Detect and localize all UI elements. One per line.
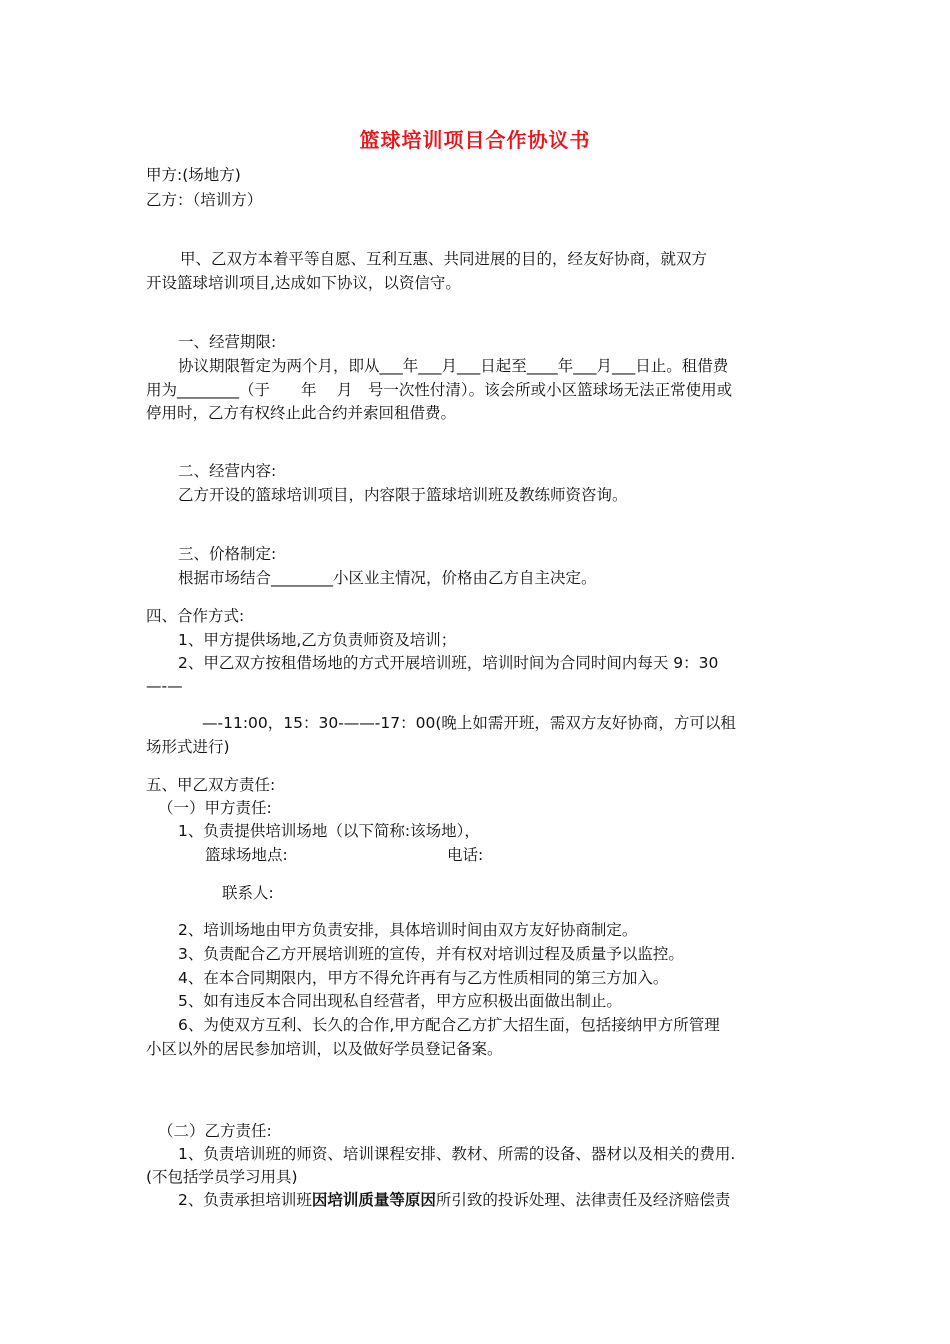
section-3-line-1: 根据市场结合________小区业主情况，价格由乙方自主决定。	[178, 569, 597, 587]
intro-line-2: 开设篮球培训项目,达成如下协议，以资信守。	[146, 274, 461, 292]
party-a-duty-5: 5、如有违反本合同出现私自经营者，甲方应积极出面做出制止。	[178, 992, 622, 1010]
section-3-heading: 三、价格制定:	[178, 545, 277, 563]
party-a-duties-heading: （一）甲方责任:	[158, 799, 272, 817]
section-4-item-2: 2、甲乙双方按租借场地的方式开展培训班，培训时间为合同时间内每天 9：30	[178, 654, 719, 672]
party-b-duty-1-cont: (不包括学员学习用具)	[146, 1168, 298, 1186]
court-location-label: 篮球场地点:	[205, 846, 288, 864]
section-2-line-1: 乙方开设的篮球培训项目，内容限于篮球培训班及教练师资咨询。	[178, 486, 628, 504]
section-1-line-3: 停用时，乙方有权终止此合约并索回租借费。	[146, 404, 457, 422]
section-5-heading: 五、甲乙双方责任:	[146, 776, 276, 794]
section-4-item-2-end: 场形式进行)	[146, 738, 230, 756]
party-a-duty-4: 4、在本合同期限内，甲方不得允许再有与乙方性质相同的第三方加入。	[178, 969, 669, 987]
section-4-item-2-cont: —-11:00，15：30-——-17：00(晚上如需开班，需双方友好协商，方可以租	[202, 714, 736, 732]
party-b-duties-heading: （二）乙方责任:	[158, 1122, 272, 1140]
document-title: 篮球培训项目合作协议书	[359, 128, 591, 152]
party-b-duty-2	[178, 1189, 730, 1211]
party-a-duty-1: 1、负责提供培训场地（以下简称:该场地），	[178, 822, 480, 840]
intro-line-1: 甲、乙双方本着平等自愿、互利互惠、共同进展的目的，经友好协商，就双方	[180, 250, 708, 268]
phone-label: 电话:	[447, 846, 484, 864]
party-a-line: 甲方:(场地方)	[146, 166, 241, 184]
contact-label: 联系人:	[222, 884, 274, 902]
party-b-line: 乙方：（培训方）	[146, 191, 263, 209]
party-b-duty-2-emphasis: 因培训质量等原因	[311, 1191, 436, 1209]
party-a-duty-6-cont: 小区以外的居民参加培训，以及做好学员登记备案。	[146, 1040, 503, 1058]
party-b-duty-2-start: 2、负责承担培训班	[178, 1191, 312, 1209]
section-1-line-2: 用为________（于 年 月 号一次性付清）。该会所或小区篮球场无法正常使用或	[146, 381, 733, 399]
party-b-duty-1: 1、负责培训班的师资、培训课程安排、教材、所需的设备、器材以及相关的费用.	[178, 1145, 736, 1163]
party-a-duty-3: 3、负责配合乙方开展培训班的宣传，并有权对培训过程及质量予以监控。	[178, 945, 684, 963]
party-a-duty-6: 6、为使双方互利、长久的合作,甲方配合乙方扩大招生面，包括接纳甲方所管理	[178, 1016, 720, 1034]
section-1-heading: 一、经营期限:	[178, 333, 277, 351]
section-4-item-1: 1、甲方提供场地,乙方负责师资及培训；	[178, 631, 457, 649]
section-4-heading: 四、合作方式:	[146, 607, 245, 625]
party-b-duty-2-end: 所引致的投诉处理、法律责任及经济赔偿责	[435, 1191, 731, 1209]
section-2-heading: 二、经营内容:	[178, 462, 277, 480]
section-1-line-1: 协议期限暂定为两个月，即从___年___月___日起至____年___月___日止。租借费	[178, 357, 729, 375]
party-a-duty-2: 2、培训场地由甲方负责安排，具体培训时间由双方友好协商制定。	[178, 921, 638, 939]
section-4-item-2-dash: —-—	[146, 677, 183, 695]
